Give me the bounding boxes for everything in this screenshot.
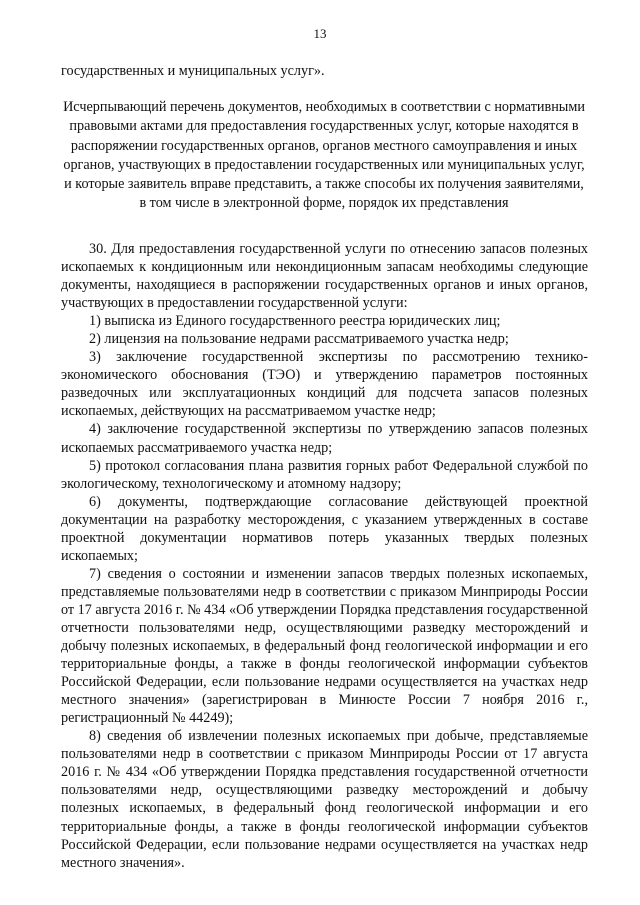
- list-item-4: 4) заключение государственной экспертизы по утверждению запасов полезных ископаемых рассматриваемого участка недр;: [61, 421, 588, 456]
- section-heading: Исчерпывающий перечень документов, необходимых в соответствии с нормативными правовыми актами для предоставления государственных услуг, которые находятся в распоряжении государственных органов, органов местного самоуправления и иных органов, участвующих в предоставлении государственных или муниципальных услуг, и которые заявитель вправе представить, а также способы их получения заявителями, в том числе в электронной форме, порядок их представления: [63, 99, 585, 212]
- list-item-1: 1) выписка из Единого государственного реестра юридических лиц;: [89, 313, 501, 330]
- list-item-2: 2) лицензия на пользование недрами рассматриваемого участка недр;: [89, 331, 509, 348]
- list-item-3: 3) заключение государственной экспертизы по рассмотрению технико-экономического обоснования (ТЭО) и утверждению параметров постоянных разведочных или эксплуатационных кондиций для подсчета запасов полезных ископаемых, действующих на рассматриваемом участке недр;: [61, 349, 588, 420]
- list-item-7: 7) сведения о состоянии и изменении запасов твердых полезных ископаемых, представляемые пользователями недр в соответствии с приказом Минприроды России от 17 августа 2016 г. № 434 «Об утверждении Порядка представления государственной отчетности пользователями недр, осуществляющими разведку месторождений и добычу полезных ископаемых, в федеральный фонд геологической информации и его территориальные фонды, а также в фонды геологической информации субъектов Российской Федерации, если пользование недрами осуществляется на участках недр местного значения» (зарегистрирован в Минюсте России 7 ноября 2016 г., регистрационный № 44249);: [61, 565, 588, 727]
- page-number: 13: [313, 26, 327, 41]
- continuation-text: государственных и муниципальных услуг».: [61, 63, 325, 79]
- paragraph-30: 30. Для предоставления государственной услуги по отнесению запасов полезных ископаемых к кондиционным или некондиционным запасам необходимы следующие документы, находящиеся в распоряжении государственных органов и иных органов, участвующих в предоставлении государственной услуги:: [61, 241, 588, 312]
- list-item-5: 5) протокол согласования плана развития горных работ Федеральной службой по экологическому, технологическому и атомному надзору;: [61, 457, 588, 492]
- list-item-6: 6) документы, подтверждающие согласование действующей проектной документации на разработку месторождения, с указанием утвержденных в составе проектной документации нормативов потерь указанных твердых полезных ископаемых;: [61, 493, 588, 564]
- list-item-8: 8) сведения об извлечении полезных ископаемых при добыче, представляемые пользователями недр в соответствии с приказом Минприроды России от 17 августа 2016 г. № 434 «Об утверждении Порядка представления государственной отчетности пользователями недр, осуществляющими разведку месторождений и добычу полезных ископаемых, в федеральный фонд геологической информации и его территориальные фонды, а также в фонды геологической информации субъектов Российской Федерации, если пользование недрами осуществляется на участках недр местного значения».: [61, 728, 588, 871]
- document-body: [61, 240, 588, 872]
